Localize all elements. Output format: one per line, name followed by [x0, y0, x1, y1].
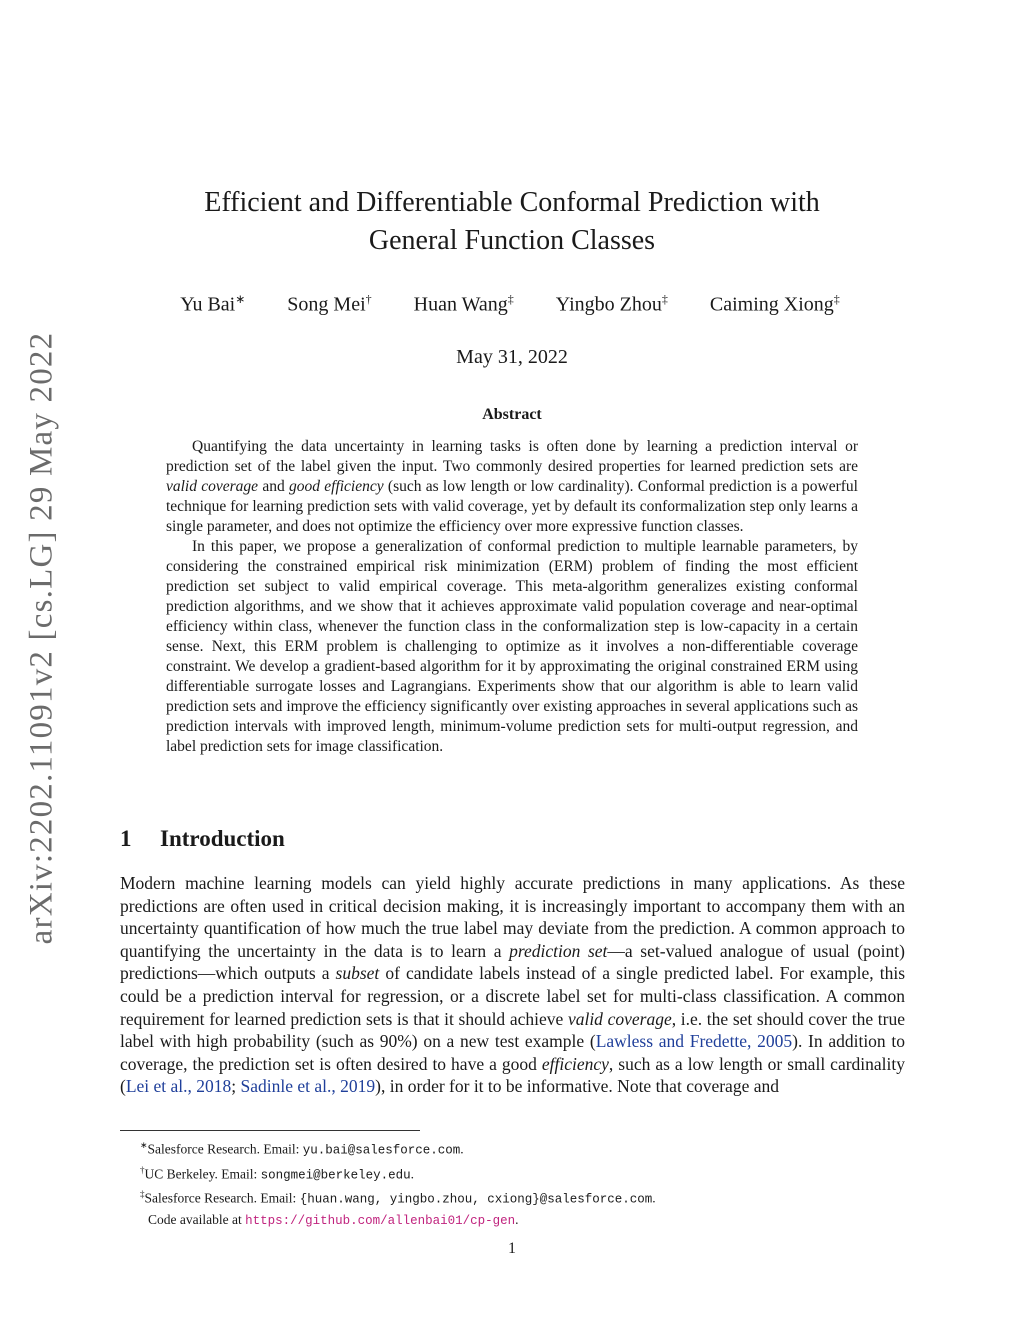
title-line-1: Efficient and Differentiable Conformal Prediction with	[204, 187, 820, 218]
author: Song Mei†	[287, 292, 372, 316]
author-list	[110, 292, 910, 317]
author: Caiming Xiong‡	[709, 292, 840, 316]
footnote: ∗Salesforce Research. Email: yu.bai@salesforce.com.	[140, 1140, 464, 1158]
abstract-paragraph: Quantifying the data uncertainty in learning tasks is often done by learning a prediction interval or prediction set of the label given the input. Two commonly desired properties for learned prediction sets are valid coverage and good efficiency (such as low length or low cardinality). Conformal prediction is a powerful technique for learning prediction sets with valid coverage, yet by default its conformalization step only learns a single parameter, and does not optimize the efficiency over more expressive function classes.	[166, 438, 858, 535]
intro-paragraph: Modern machine learning models can yield highly accurate predictions in many applications. As these predictions are often used in critical decision making, it is increasingly important to accompany them with an uncertainty quantification of how much the true label may deviate from the prediction. A common approach to quantifying the uncertainty in the data is to learn a prediction set—a set-valued analogue of usual (point) predictions—which outputs a subset of candidate labels instead of a single predicted label. For example, this could be a prediction interval for regression, or a discrete label set for multi-class classification. A common requirement for learned prediction sets is that it should achieve valid coverage, i.e. the set should cover the true label with high probability (such as 90%) on a new test example (Lawless and Fredette, 2005). In addition to coverage, the prediction set is often desired to have a good efficiency, such as a low length or small cardinality (Lei et al., 2018; Sadinle et al., 2019), in order for it to be informative. Note that coverage and	[120, 873, 906, 1097]
footnote: †UC Berkeley. Email: songmei@berkeley.edu.	[140, 1164, 415, 1182]
author: Yu Bai∗	[180, 292, 246, 316]
abstract-paragraph: In this paper, we propose a generalization of conformal prediction to multiple learnable parameters, by considering the constrained empirical risk minimization (ERM) problem of finding the most efficient prediction set subject to valid empirical coverage. This meta-algorithm generalizes existing conformal prediction algorithms, and we show that it achieves approximate valid population coverage and near-optimal efficiency within class, whenever the function class in the conformalization step is low-capacity in a certain sense. Next, this ERM problem is challenging to optimize as it involves a non-differentiable coverage constraint. We develop a gradient-based algorithm for it by approximating the original constrained ERM using differentiable surrogate losses and Lagrangians. Experiments show that our algorithm is able to learn valid prediction sets and improve the efficiency significantly over existing approaches in several applications such as prediction intervals with improved length, minimum-volume prediction sets for multi-output regression, and label prediction sets for image classification.	[166, 538, 858, 755]
footnote: Code available at https://github.com/allenbai01/cp-gen.	[148, 1211, 519, 1228]
section-heading	[120, 826, 285, 852]
abstract-body	[166, 437, 858, 757]
paper-title	[150, 184, 874, 260]
citation-link[interactable]: Lei et al., 2018	[125, 1076, 232, 1097]
author: Huan Wang‡	[413, 292, 514, 316]
author: Yingbo Zhou‡	[555, 292, 668, 316]
section-name: Introduction	[160, 826, 285, 851]
introduction-body	[120, 872, 905, 1098]
footnote: ‡Salesforce Research. Email: {huan.wang, yingbo.zhou, cxiong}@salesforce.com.	[140, 1189, 656, 1207]
footnote-divider	[120, 1130, 420, 1131]
publication-date: May 31, 2022	[456, 346, 568, 368]
arxiv-identifier: arXiv:2202.11091v2 [cs.LG] 29 May 2022	[23, 331, 60, 945]
citation-link[interactable]: Sadinle et al., 2019	[240, 1076, 376, 1097]
page-number: 1	[508, 1240, 516, 1257]
footnotes	[140, 1136, 880, 1231]
abstract-heading: Abstract	[482, 406, 542, 423]
section-number: 1	[120, 826, 132, 851]
code-repository-link[interactable]: https://github.com/allenbai01/cp-gen	[245, 1213, 516, 1228]
citation-link[interactable]: Lawless and Fredette, 2005	[595, 1031, 793, 1052]
title-line-2: General Function Classes	[368, 225, 656, 256]
